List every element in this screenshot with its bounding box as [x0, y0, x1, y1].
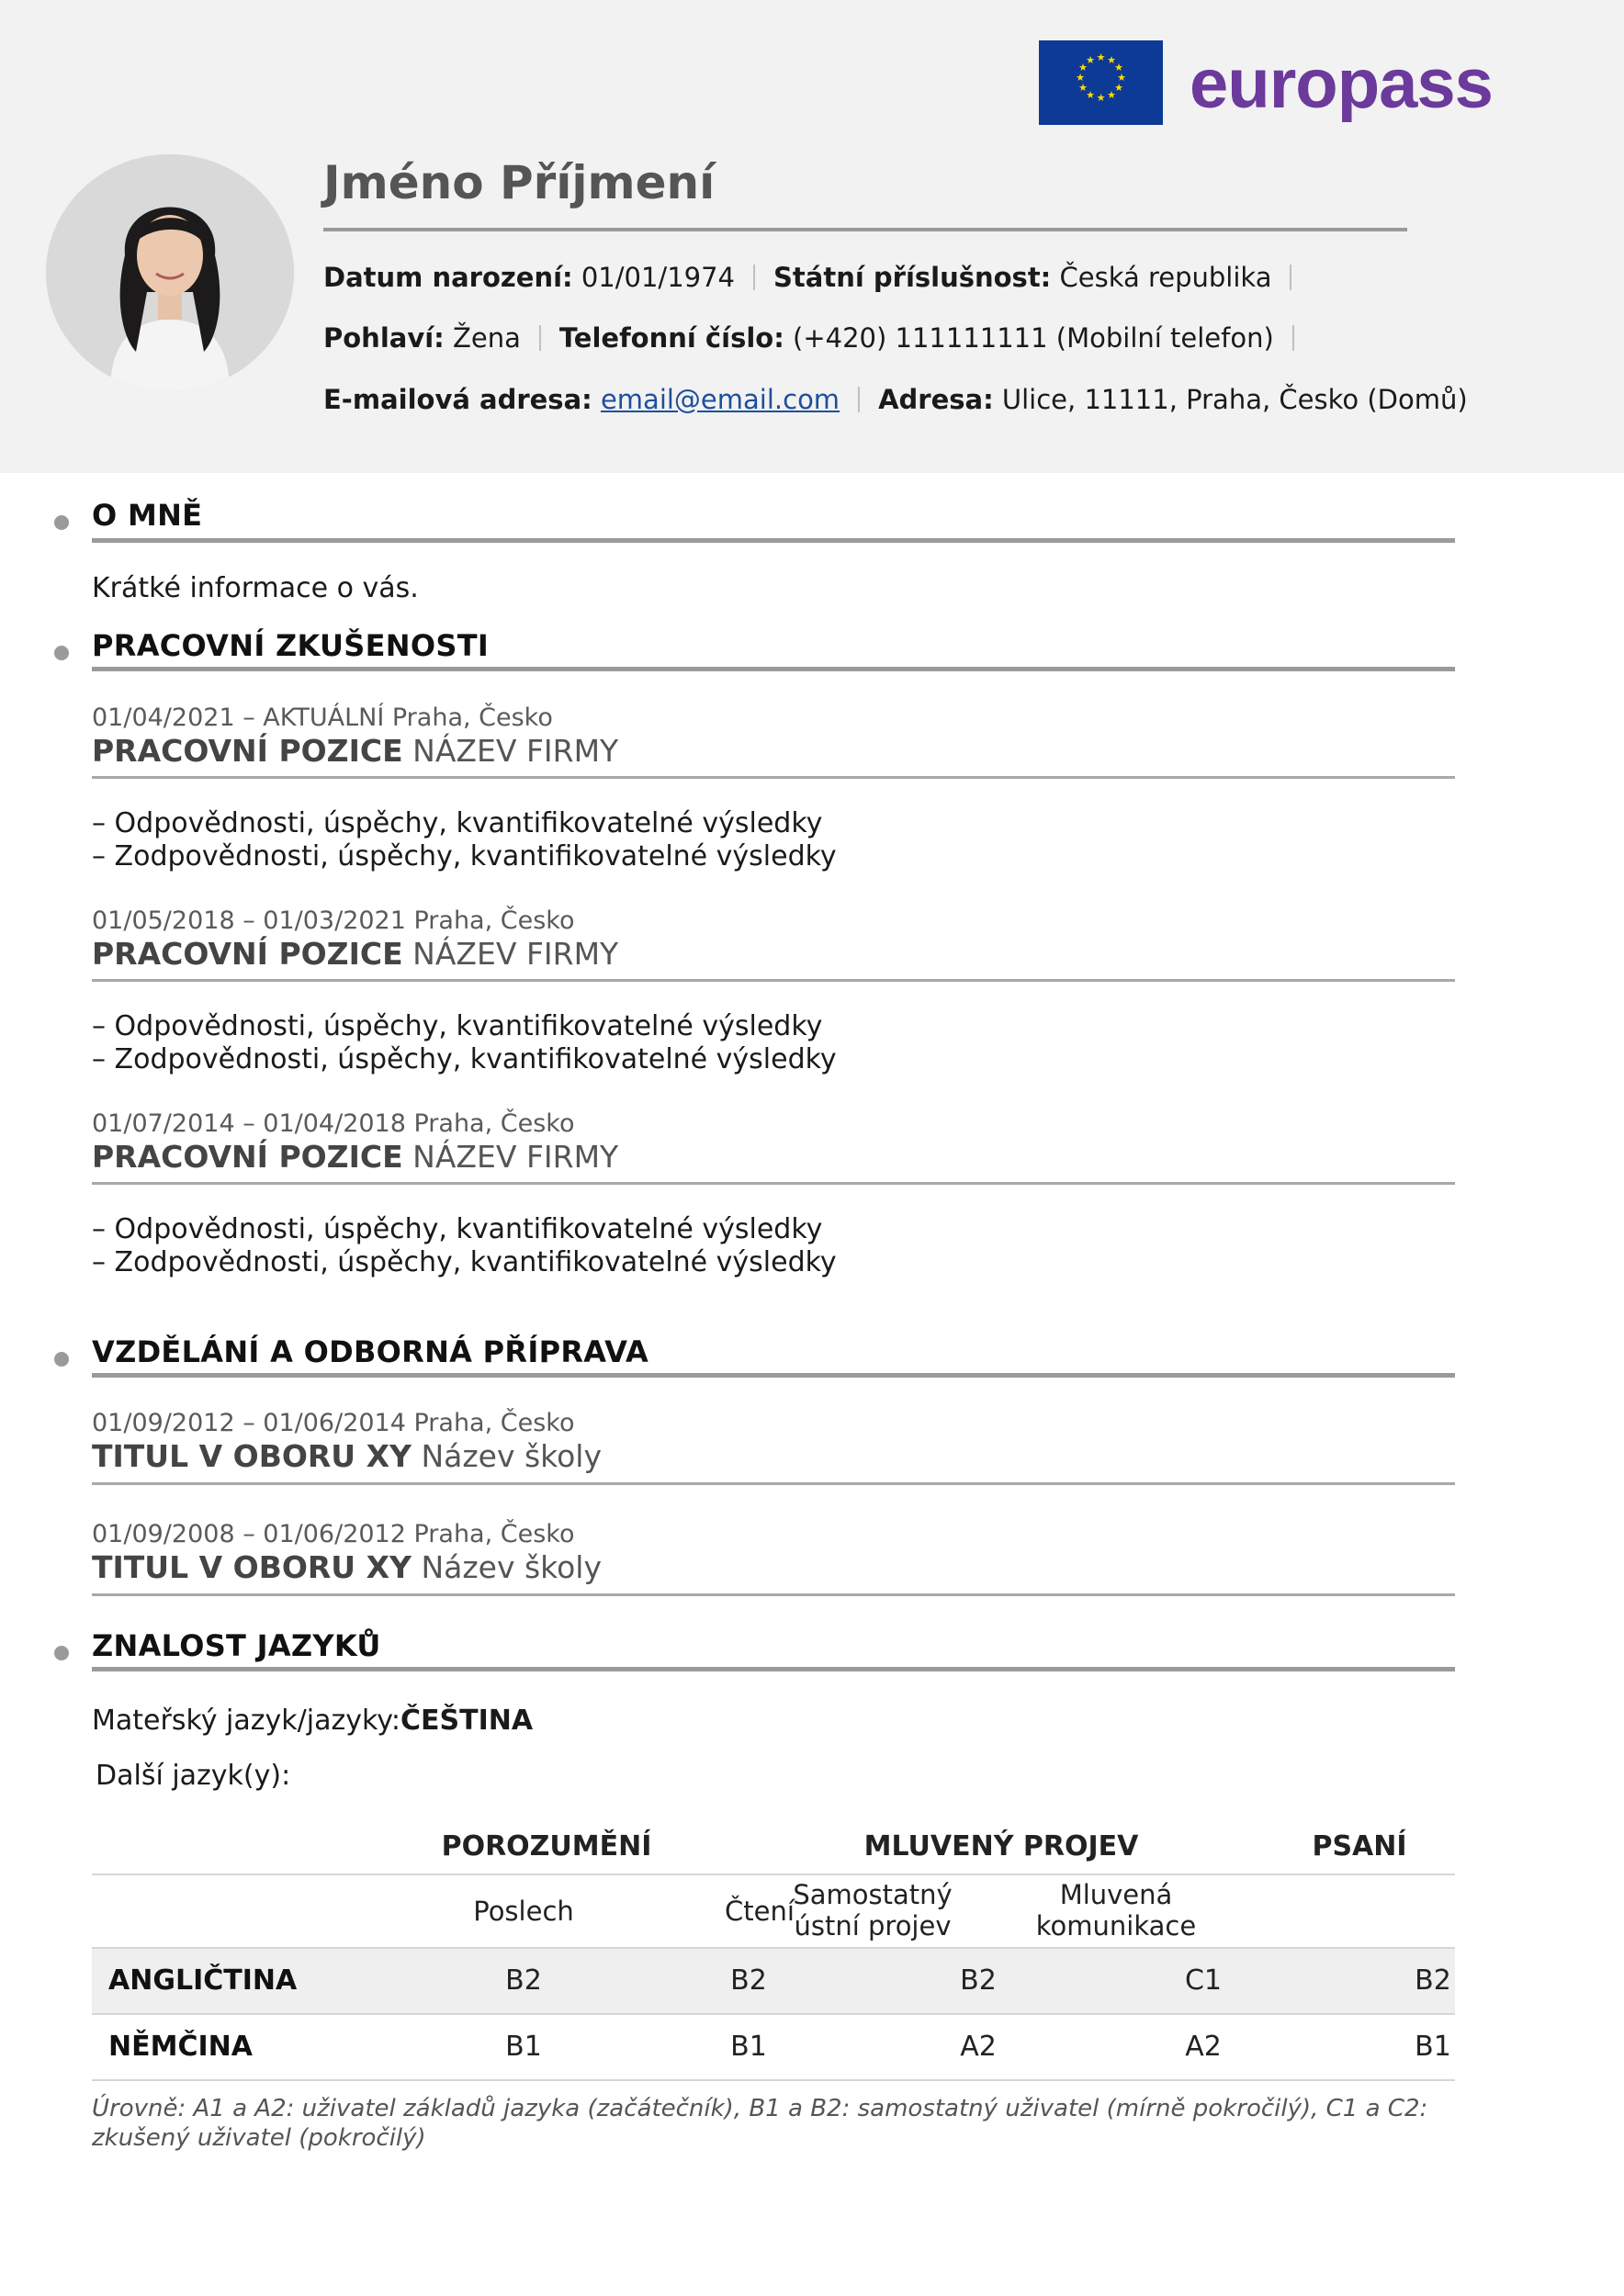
sub-header-spoken-interaction: Mluvená komunikace: [1035, 1879, 1197, 1941]
level-cell: B2: [1415, 1964, 1451, 1997]
europass-logo-text: europass: [1190, 45, 1493, 123]
job-bullet: – Odpovědnosti, úspěchy, kvantifikovatelné výsledky: [92, 1010, 823, 1042]
email-link[interactable]: email@email.com: [600, 384, 840, 415]
phone-value: (+420) 111111111 (Mobilní telefon): [793, 322, 1274, 354]
svg-text:★: ★: [1117, 72, 1126, 84]
job-meta: 01/04/2021 – AKTUÁLNÍ Praha, Česko: [92, 703, 553, 732]
svg-text:★: ★: [1096, 92, 1106, 104]
about-text: Krátké informace o vás.: [92, 572, 419, 604]
language-name: ANGLIČTINA: [108, 1964, 298, 1997]
education-divider: [92, 1482, 1455, 1485]
info-line-2: [323, 320, 1313, 356]
svg-text:★: ★: [1078, 82, 1088, 94]
group-header-understanding: POROZUMĚNÍ: [441, 1830, 652, 1863]
svg-text:★: ★: [1076, 72, 1085, 84]
svg-text:★: ★: [1114, 82, 1123, 94]
job-position: PRACOVNÍ POZICE: [92, 1139, 403, 1175]
avatar: [46, 154, 294, 391]
sub-header-spoken-production: Samostatný ústní projev: [793, 1879, 953, 1941]
education-degree: TITUL V OBORU XY: [92, 1549, 412, 1585]
level-cell: B1: [1415, 2031, 1451, 2063]
section-bullet-icon: [54, 646, 69, 660]
svg-text:★: ★: [1114, 62, 1123, 73]
education-meta: 01/09/2008 – 01/06/2012 Praha, Česko: [92, 1520, 575, 1548]
language-levels-footnote: Úrovně: A1 a A2: uživatel základů jazyka (začátečník), B1 a B2: samostatný uživatel (mírně pokročilý), C1 a C2: zkušený uživatel (pokročilý): [92, 2095, 1428, 2152]
address-value: Ulice, 11111, Praha, Česko (Domů): [1001, 384, 1468, 415]
level-cell: B1: [730, 2031, 767, 2063]
svg-text:★: ★: [1078, 62, 1088, 73]
job-divider: [92, 979, 1455, 982]
job-bullet: – Zodpovědnosti, úspěchy, kvantifikovatelné výsledky: [92, 1246, 837, 1278]
dob-label: Datum narození:: [323, 262, 573, 293]
section-divider: [92, 667, 1455, 671]
svg-text:★: ★: [1096, 51, 1106, 63]
native-language-value: ČEŠTINA: [400, 1705, 534, 1737]
level-cell: A2: [1185, 2031, 1222, 2063]
email-label: E-mailová adresa:: [323, 384, 592, 415]
job-company: NÁZEV FIRMY: [412, 1139, 619, 1175]
level-cell: C1: [1184, 1964, 1223, 1997]
job-company: NÁZEV FIRMY: [412, 936, 619, 972]
education-degree: TITUL V OBORU XY: [92, 1438, 412, 1474]
job-position: PRACOVNÍ POZICE: [92, 733, 403, 769]
separator: [858, 387, 860, 412]
phone-label: Telefonní číslo:: [558, 322, 784, 354]
native-language-label: Mateřský jazyk/jazyky:: [92, 1705, 400, 1737]
svg-text:★: ★: [1086, 89, 1095, 101]
separator: [539, 325, 541, 351]
profile-photo-icon: [46, 154, 294, 391]
level-cell: B2: [960, 1964, 997, 1997]
svg-text:★: ★: [1107, 54, 1116, 66]
section-bullet-icon: [54, 1352, 69, 1367]
info-line-1: [323, 259, 1310, 296]
education-meta: 01/09/2012 – 01/06/2014 Praha, Česko: [92, 1409, 575, 1437]
education-title: [92, 1548, 602, 1587]
section-bullet-icon: [54, 1646, 69, 1660]
level-cell: A2: [960, 2031, 997, 2063]
job-title: [92, 732, 618, 771]
education-divider: [92, 1593, 1455, 1596]
person-name: Jméno Příjmení: [323, 156, 716, 209]
job-company: NÁZEV FIRMY: [412, 733, 619, 769]
section-divider: [92, 1667, 1455, 1671]
svg-text:★: ★: [1107, 89, 1116, 101]
gender-label: Pohlaví:: [323, 322, 445, 354]
section-divider: [92, 1373, 1455, 1378]
section-title-languages: ZNALOST JAZYKŮ: [92, 1628, 381, 1663]
sub-header-listening: Poslech: [473, 1896, 574, 1927]
separator: [1290, 264, 1291, 290]
section-divider: [92, 538, 1455, 543]
level-cell: B1: [505, 2031, 542, 2063]
section-title-experience: PRACOVNÍ ZKUŠENOSTI: [92, 628, 490, 663]
section-title-about: O MNĚ: [92, 498, 203, 533]
table-row: [92, 2015, 1455, 2079]
table-divider: [92, 1874, 1455, 1875]
level-cell: B2: [730, 1964, 767, 1997]
separator: [753, 264, 755, 290]
gender-value: Žena: [453, 322, 521, 354]
nationality-label: Státní příslušnost:: [773, 262, 1052, 293]
address-label: Adresa:: [878, 384, 994, 415]
education-title: [92, 1437, 602, 1476]
eu-stars-icon: [1039, 40, 1163, 125]
job-meta: 01/07/2014 – 01/04/2018 Praha, Česko: [92, 1109, 575, 1138]
table-divider: [92, 2079, 1455, 2081]
job-divider: [92, 1182, 1455, 1185]
job-position: PRACOVNÍ POZICE: [92, 936, 403, 972]
other-languages-label: Další jazyk(y):: [96, 1760, 291, 1792]
job-bullet: – Odpovědnosti, úspěchy, kvantifikovatelné výsledky: [92, 1213, 823, 1245]
dob-value: 01/01/1974: [581, 262, 736, 293]
job-bullet: – Zodpovědnosti, úspěchy, kvantifikovatelné výsledky: [92, 840, 837, 872]
level-cell: B2: [505, 1964, 542, 1997]
section-title-education: VZDĚLÁNÍ A ODBORNÁ PŘÍPRAVA: [92, 1334, 649, 1369]
job-meta: 01/05/2018 – 01/03/2021 Praha, Česko: [92, 906, 575, 935]
nationality-value: Česká republika: [1059, 262, 1272, 293]
language-name: NĚMČINA: [108, 2031, 253, 2063]
group-header-writing: PSANÍ: [1312, 1830, 1407, 1863]
info-line-3: [323, 381, 1468, 418]
eu-flag-icon: [1039, 40, 1163, 125]
name-divider: [323, 228, 1407, 231]
job-divider: [92, 776, 1455, 779]
table-row: [92, 1949, 1455, 2013]
svg-text:★: ★: [1086, 54, 1095, 66]
section-bullet-icon: [54, 515, 69, 530]
job-bullet: – Odpovědnosti, úspěchy, kvantifikovatelné výsledky: [92, 807, 823, 839]
job-title: [92, 935, 618, 974]
sub-header-reading: Čtení: [725, 1896, 795, 1927]
job-title: [92, 1138, 618, 1176]
job-bullet: – Zodpovědnosti, úspěchy, kvantifikovatelné výsledky: [92, 1043, 837, 1075]
education-school: Název školy: [421, 1438, 603, 1474]
cv-header: [0, 0, 1624, 473]
group-header-speaking: MLUVENÝ PROJEV: [863, 1830, 1139, 1863]
education-school: Název školy: [421, 1549, 603, 1585]
separator: [1292, 325, 1294, 351]
